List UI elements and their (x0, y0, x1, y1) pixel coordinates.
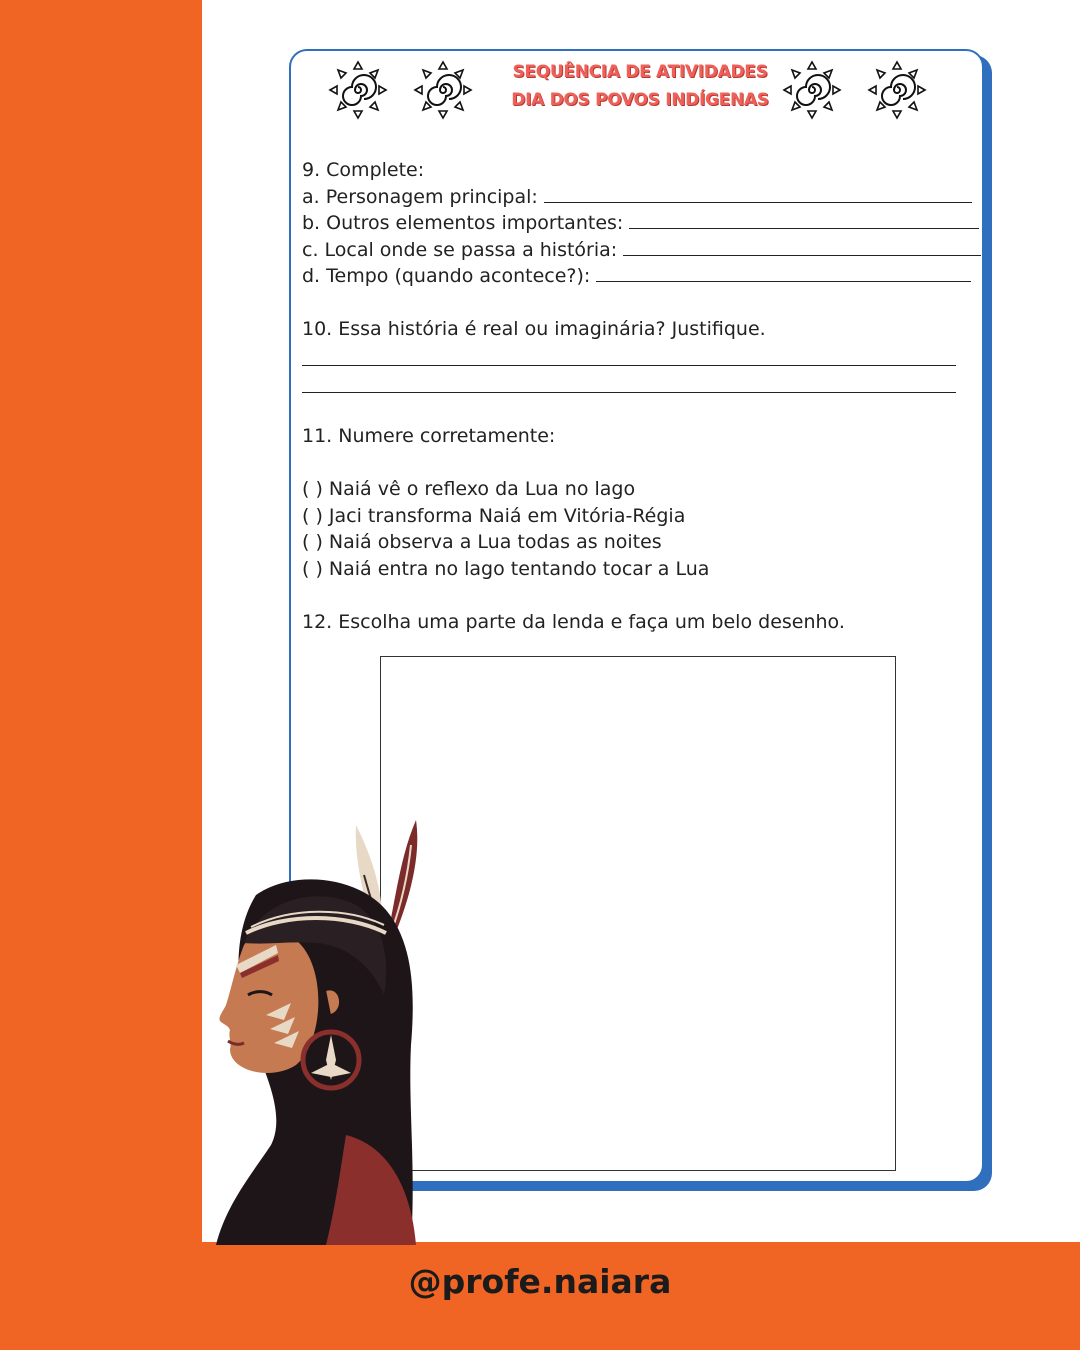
left-orange-band (0, 0, 202, 1350)
question-9b (302, 210, 972, 237)
drawing-box[interactable] (380, 656, 896, 1171)
numbering-item[interactable]: ( ) Naiá observa a Lua todas as noites (302, 531, 662, 553)
answer-line[interactable] (596, 263, 971, 282)
answer-line[interactable] (629, 210, 979, 229)
spiral-sun-icon (328, 60, 388, 120)
question-12-title: 12. Escolha uma parte da lenda e faça um belo desenho. (302, 610, 845, 633)
question-9a-label: a. Personagem principal: (302, 185, 538, 208)
question-9d-label: d. Tempo (quando acontece?): (302, 265, 591, 287)
spiral-sun-icon (782, 60, 842, 120)
worksheet-content (302, 157, 972, 635)
question-9c (302, 237, 972, 264)
spiral-sun-icon (413, 60, 473, 120)
title-line-2: DIA DOS POVOS INDÍGENAS (511, 90, 769, 110)
numbering-item[interactable]: ( ) Naiá entra no lago tentando tocar a Lua (302, 557, 710, 580)
question-9b-label: b. Outros elementos importantes: (302, 212, 624, 234)
title-line-1: SEQUÊNCIA DE ATIVIDADES (512, 62, 768, 82)
indigenous-woman-illustration (196, 815, 436, 1245)
numbering-item[interactable]: ( ) Naiá vê o reflexo da Lua no lago (302, 478, 636, 500)
answer-line[interactable] (302, 343, 956, 366)
question-9a (302, 184, 972, 211)
answer-line[interactable] (302, 370, 956, 393)
worksheet-title (500, 58, 780, 114)
question-11-title: 11. Numere corretamente: (302, 425, 556, 447)
question-9d (302, 263, 972, 290)
answer-line[interactable] (623, 237, 981, 256)
numbering-item[interactable]: ( ) Jaci transforma Naiá em Vitória-Régia (302, 504, 686, 527)
question-9-title: 9. Complete: (302, 159, 425, 181)
answer-line[interactable] (544, 184, 972, 203)
social-handle[interactable]: @profe.naiara (408, 1262, 672, 1301)
question-10-title: 10. Essa história é real ou imaginária? Justifique. (302, 318, 766, 340)
spiral-sun-icon (867, 60, 927, 120)
question-9c-label: c. Local onde se passa a história: (302, 238, 618, 261)
